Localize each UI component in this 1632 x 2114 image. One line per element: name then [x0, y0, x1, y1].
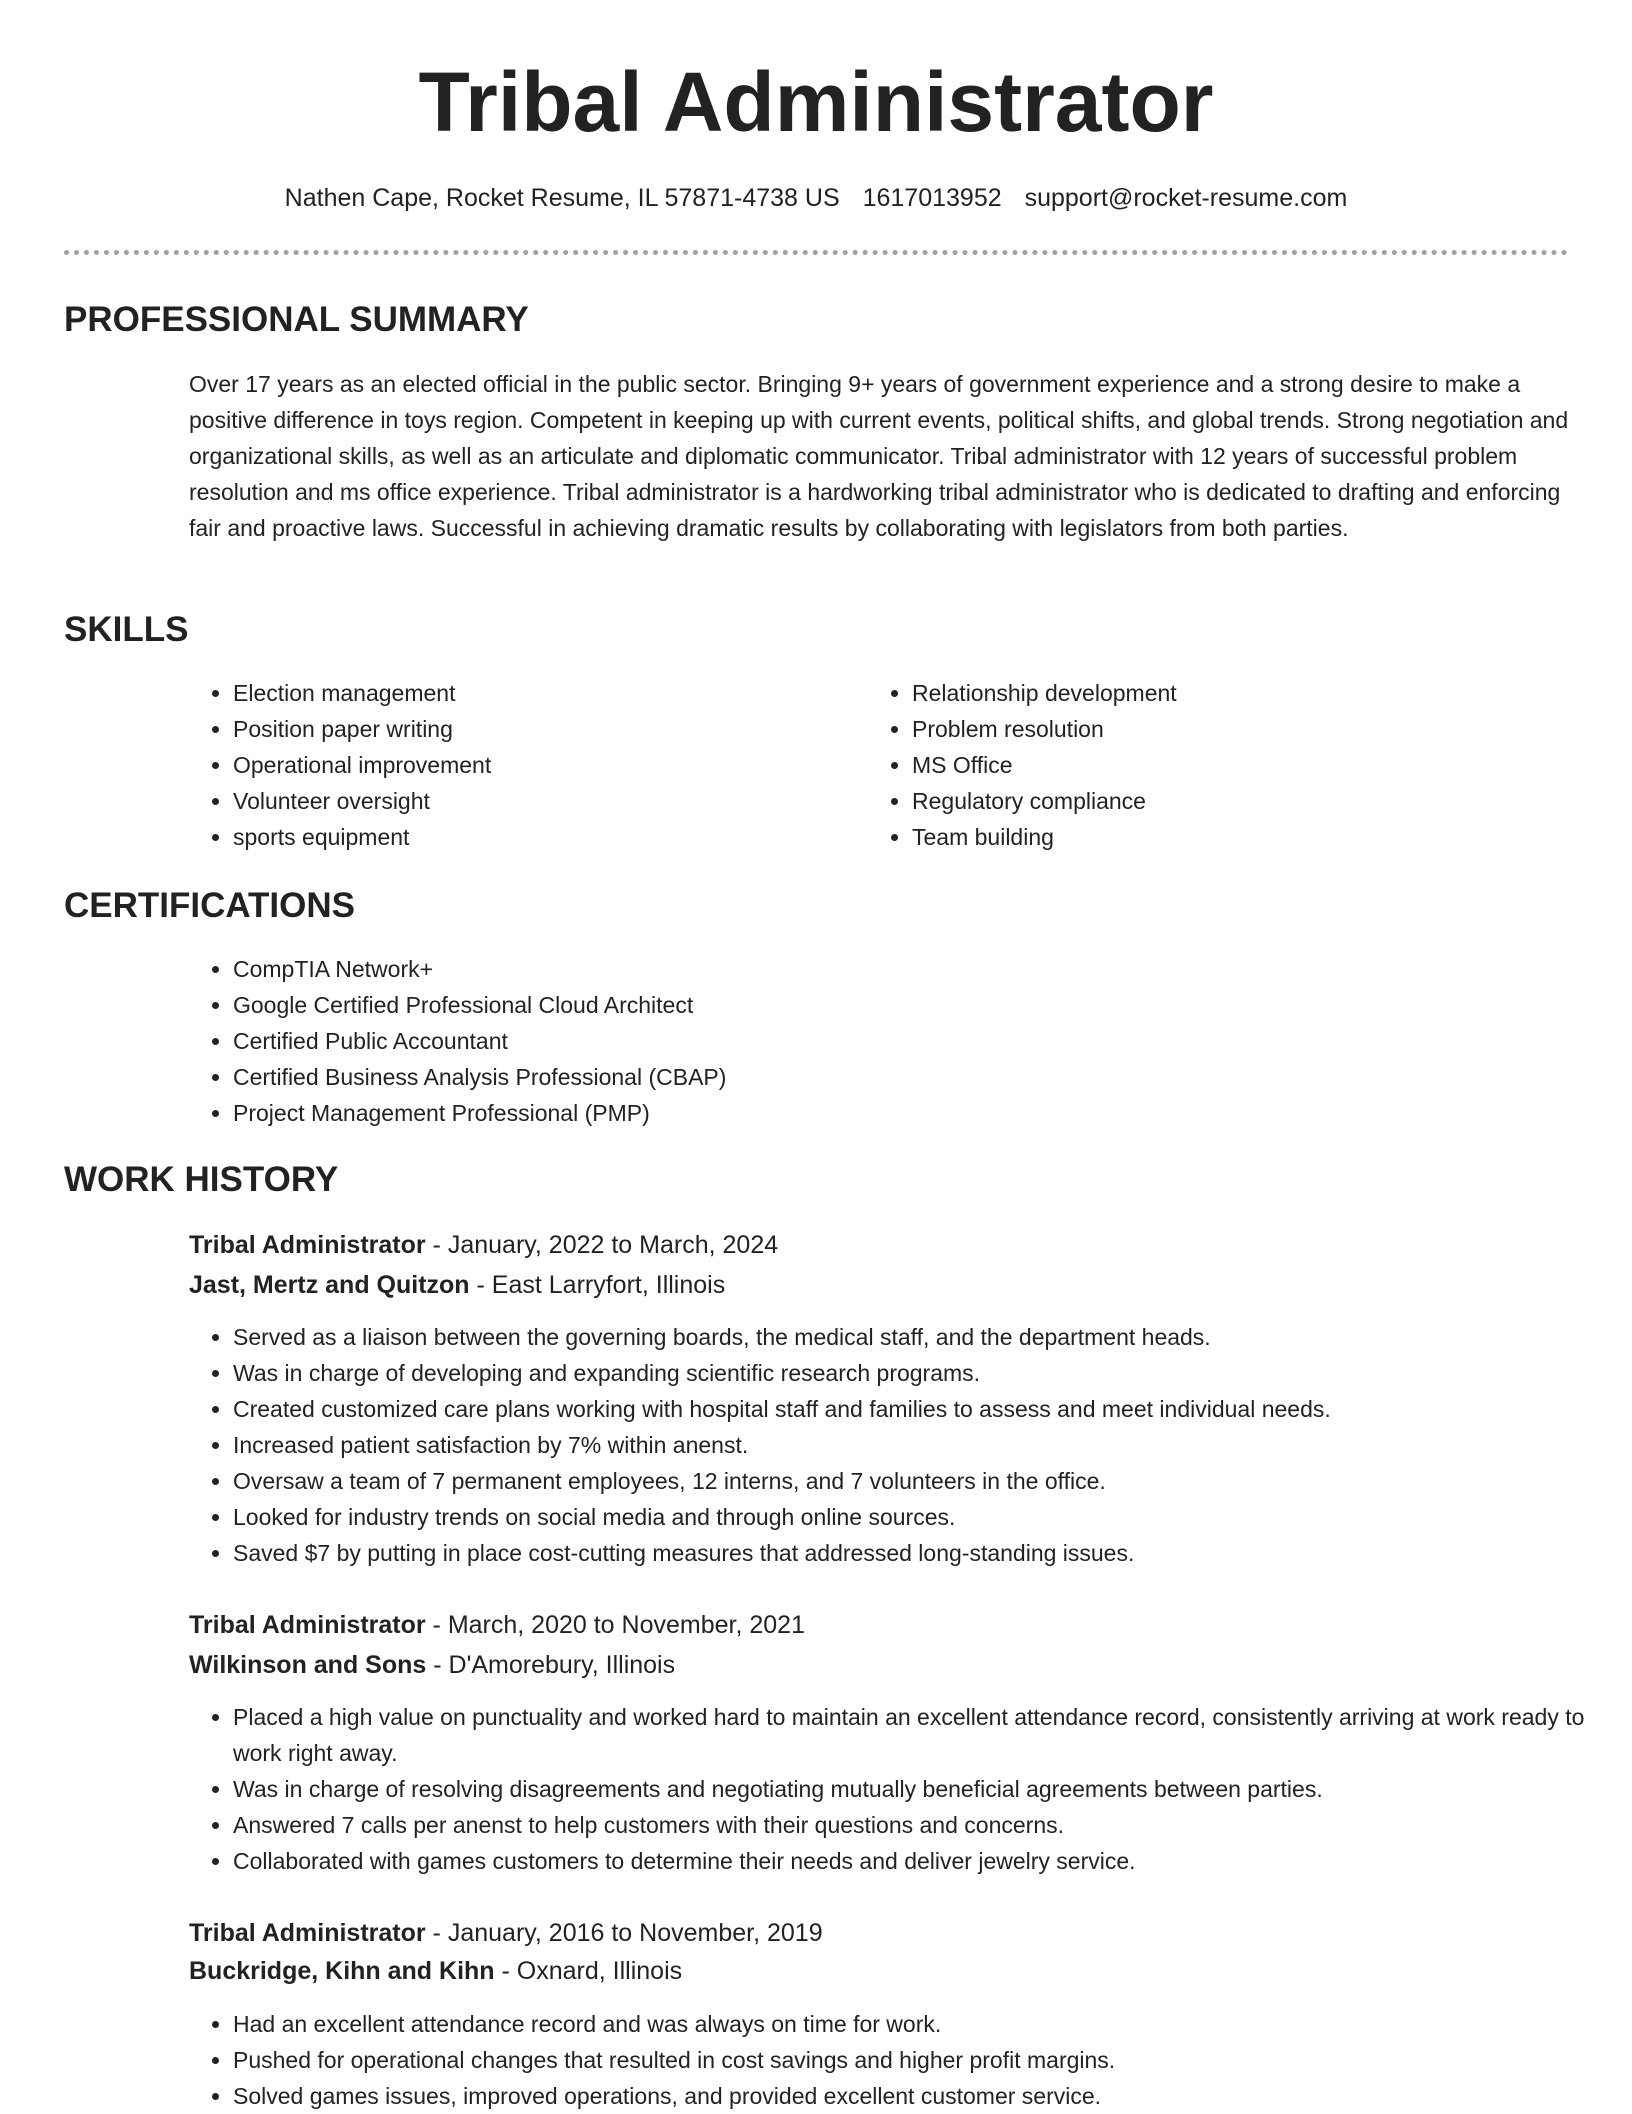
- job-dates: - January, 2016 to November, 2019: [425, 1919, 823, 1947]
- list-item: • Collaborated with games customers to determine their needs and deliver jewelry service.: [233, 1843, 1618, 1879]
- list-item: • Created customized care plans working with hospital staff and families to assess and meet individual needs.: [233, 1391, 1618, 1427]
- contact-line: [0, 180, 1632, 216]
- list-item: • Solved games issues, improved operations, and provided excellent customer service.: [233, 2078, 1618, 2114]
- skills-list-right: [868, 675, 1592, 855]
- job-company: Jast, Mertz and Quitzon: [189, 1271, 470, 1299]
- job-role: Tribal Administrator: [189, 1919, 426, 1947]
- job-title-line: [189, 1605, 805, 1645]
- job-bullets: [189, 1319, 1618, 1571]
- list-item: • Team building: [912, 819, 1592, 855]
- work-history-heading: WORK HISTORY: [64, 1160, 339, 1199]
- job-company: Buckridge, Kihn and Kihn: [189, 1957, 495, 1985]
- list-item: • Election management: [233, 675, 853, 711]
- job-title-line: [189, 1225, 778, 1265]
- job-dates: - March, 2020 to November, 2021: [425, 1611, 805, 1639]
- list-item: • Certified Business Analysis Professional (CBAP): [233, 1059, 1618, 1095]
- summary-text: Over 17 years as an elected official in the public sector. Bringing 9+ years of government experience and a strong desire to make a positive difference in toys region. Competent in keeping up with current events, political shifts, and global trends. Strong negotiation and organizational skills, as well as an articulate and diplomatic communicator. Tribal administrator with 12 years of successful problem resolution and ms office experience. Tribal administrator is a hardworking tribal administrator who is dedicated to drafting and enforcing fair and proactive laws. Successful in achieving dramatic results by collaborating with legislators from both parties.: [189, 371, 1569, 541]
- job-company: Wilkinson and Sons: [189, 1651, 427, 1679]
- skills-heading: SKILLS: [64, 610, 189, 649]
- list-item: • Certified Public Accountant: [233, 1023, 1618, 1059]
- list-item: • CompTIA Network+: [233, 951, 1618, 987]
- job-title-line: [189, 1913, 823, 1953]
- list-item: • Had an excellent attendance record and was always on time for work.: [233, 2006, 1618, 2042]
- job-location: - Oxnard, Illinois: [494, 1957, 683, 1985]
- list-item: • Was in charge of developing and expanding scientific research programs.: [233, 1355, 1618, 1391]
- contact-address: Nathen Cape, Rocket Resume, IL 57871-4738 US: [284, 184, 840, 212]
- list-item: • Was in charge of resolving disagreements and negotiating mutually beneficial agreements between parties.: [233, 1771, 1618, 1807]
- list-item: • Google Certified Professional Cloud Architect: [233, 987, 1618, 1023]
- resume-title: Tribal Administrator: [418, 55, 1214, 149]
- list-item: • Saved $7 by putting in place cost-cutting measures that addressed long-standing issues.: [233, 1535, 1618, 1571]
- contact-phone: 1617013952: [862, 184, 1002, 212]
- job-bullets: [189, 2006, 1618, 2114]
- list-item: • Served as a liaison between the governing boards, the medical staff, and the department heads.: [233, 1319, 1618, 1355]
- list-item: • Pushed for operational changes that resulted in cost savings and higher profit margins.: [233, 2042, 1618, 2078]
- job-location: - East Larryfort, Illinois: [469, 1271, 726, 1299]
- list-item: • Problem resolution: [912, 711, 1592, 747]
- list-item: • MS Office: [912, 747, 1592, 783]
- list-item: • Operational improvement: [233, 747, 853, 783]
- skills-list-left: [189, 675, 853, 855]
- job-role: Tribal Administrator: [189, 1611, 426, 1639]
- job-company-line: [189, 1265, 725, 1305]
- contact-email: support@rocket-resume.com: [1024, 184, 1348, 212]
- job-bullets: [189, 1699, 1618, 1879]
- job-company-line: [189, 1951, 682, 1991]
- job-location: - D'Amorebury, Illinois: [426, 1651, 676, 1679]
- list-item: • Relationship development: [912, 675, 1592, 711]
- list-item: • sports equipment: [233, 819, 853, 855]
- list-item: • Looked for industry trends on social media and through online sources.: [233, 1499, 1618, 1535]
- list-item: • Regulatory compliance: [912, 783, 1592, 819]
- list-item: • Answered 7 calls per anenst to help customers with their questions and concerns.: [233, 1807, 1618, 1843]
- summary-heading: PROFESSIONAL SUMMARY: [64, 300, 529, 339]
- job-role: Tribal Administrator: [189, 1231, 426, 1259]
- list-item: • Volunteer oversight: [233, 783, 853, 819]
- list-item: • Position paper writing: [233, 711, 853, 747]
- job-company-line: [189, 1645, 675, 1685]
- job-dates: - January, 2022 to March, 2024: [425, 1231, 779, 1259]
- list-item: • Increased patient satisfaction by 7% within anenst.: [233, 1427, 1618, 1463]
- certifications-list: [189, 951, 1618, 1131]
- list-item: • Project Management Professional (PMP): [233, 1095, 1618, 1131]
- header-divider: [64, 250, 1568, 255]
- certifications-heading: CERTIFICATIONS: [64, 886, 356, 925]
- list-item: • Placed a high value on punctuality and worked hard to maintain an excellent attendance record, consistently arriving at work ready to work right away.: [233, 1699, 1618, 1771]
- list-item: • Oversaw a team of 7 permanent employees, 12 interns, and 7 volunteers in the office.: [233, 1463, 1618, 1499]
